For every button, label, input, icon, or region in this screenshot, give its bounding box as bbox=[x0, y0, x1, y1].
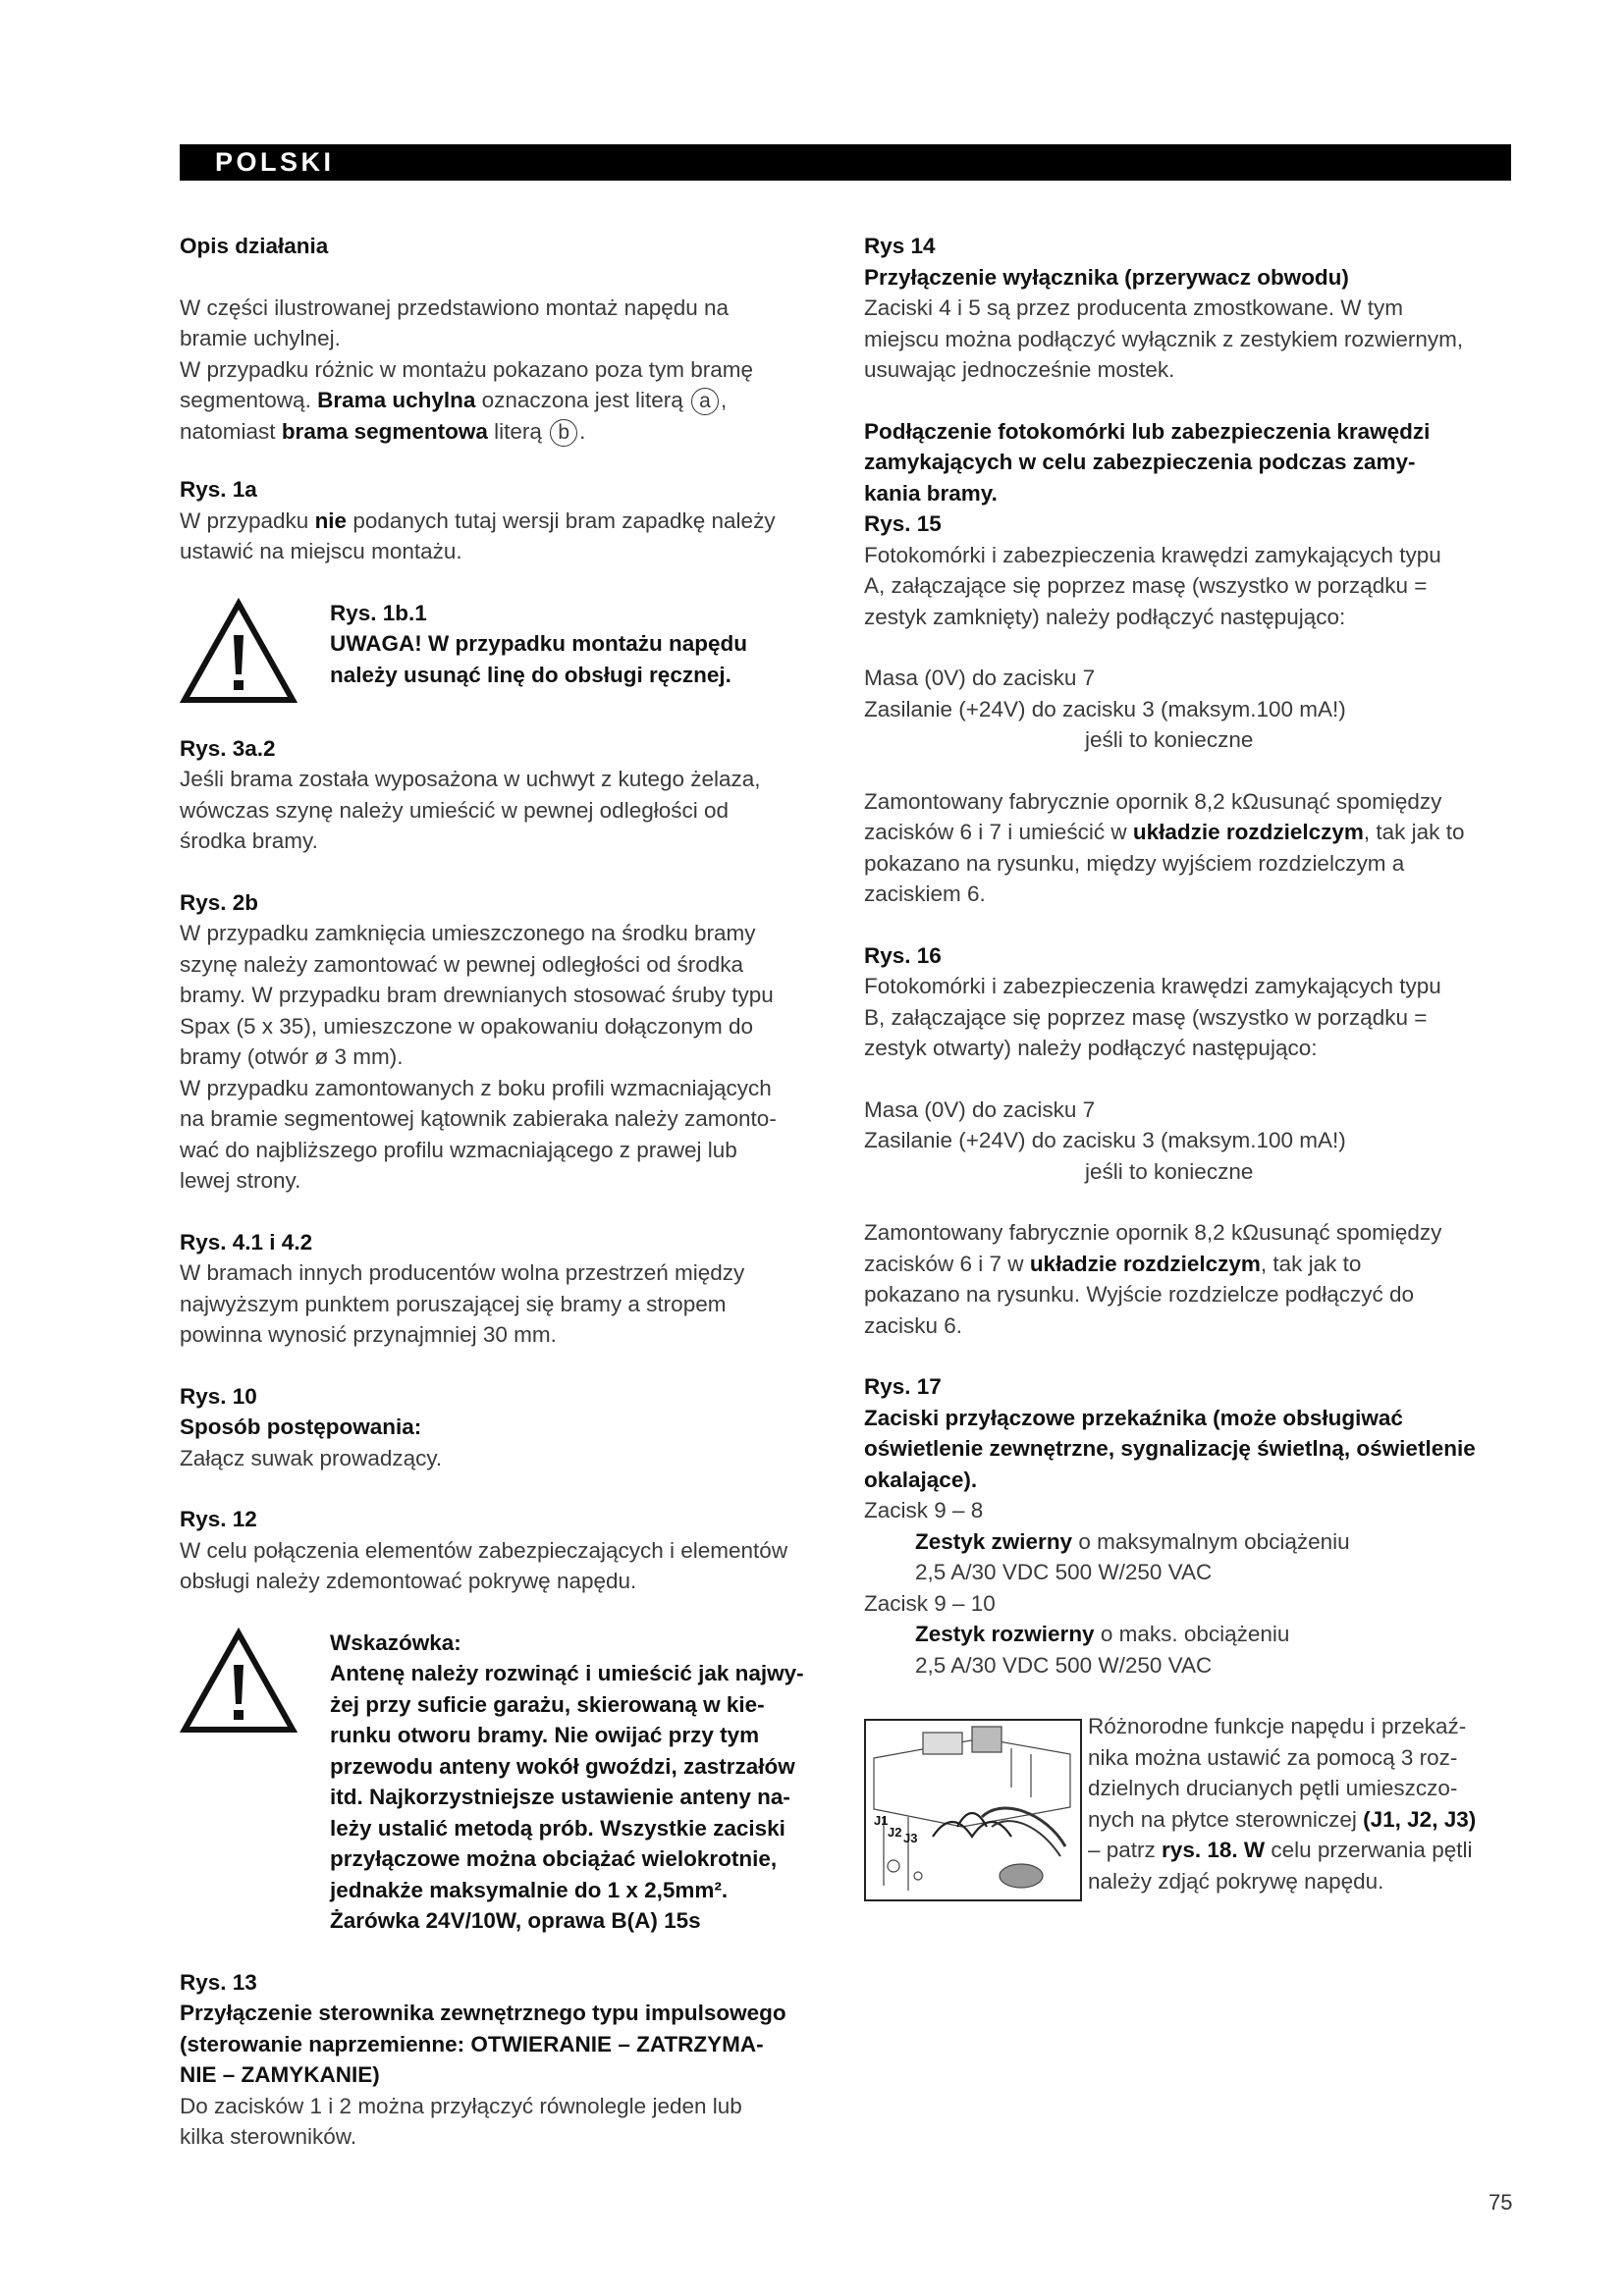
bold-run: (J1, J2, J3) bbox=[1363, 1806, 1477, 1832]
text-line: kilka sterowników. bbox=[180, 2124, 357, 2149]
text-line: Zacisk 9 – 8 bbox=[864, 1498, 984, 1522]
section-title: Wskazówka: bbox=[330, 1629, 461, 1655]
section-rys1a bbox=[180, 474, 808, 567]
text-line: dzielnych drucianych pętli umieszczo- bbox=[1088, 1776, 1458, 1800]
text-line: zaciskiem 6. bbox=[864, 881, 986, 906]
section-subtitle: Sposób postępowania: bbox=[180, 1415, 422, 1439]
jumper-label-j2: J2 bbox=[888, 1825, 902, 1840]
jumper-label-j3: J3 bbox=[903, 1831, 918, 1845]
text-line: pokazano na rysunku. Wyjście rozdzielcze podłączyć do bbox=[864, 1282, 1415, 1307]
text-line bbox=[1088, 1835, 1520, 1866]
bold-run: nie bbox=[314, 507, 348, 533]
text-line: jeśli to konieczne bbox=[1085, 727, 1254, 752]
section-title: Rys. 12 bbox=[180, 1507, 257, 1531]
text-line: Różnorodne funkcje napędu i przekaź- bbox=[1088, 1714, 1467, 1738]
text-line: Załącz suwak prowadzący. bbox=[180, 1445, 443, 1470]
text-line: W celu połączenia elementów zabezpieczających i elementów bbox=[180, 1537, 788, 1563]
warning-line: należy usunąć linę do obsługi ręcznej. bbox=[330, 662, 731, 687]
text-run: . bbox=[579, 418, 586, 444]
text-run: zacisków 6 i 7 i umieścić w bbox=[864, 820, 1133, 844]
text-line: należy zdjąć pokrywę napędu. bbox=[1088, 1868, 1384, 1894]
text-run: nych na płytce sterowniczej bbox=[1088, 1806, 1364, 1832]
text-line: Zamontowany fabrycznie opornik 8,2 kΩusunąć spomiędzy bbox=[864, 788, 1442, 814]
text-line: W przypadku zamontowanych z boku profili wzmacniających bbox=[180, 1075, 772, 1100]
language-label: POLSKI bbox=[215, 147, 335, 177]
text-line: zestyk otwarty) należy podłączyć następująco: bbox=[864, 1036, 1318, 1060]
section-title: Rys. 1a bbox=[180, 477, 257, 502]
text-run: , tak jak to bbox=[1363, 820, 1465, 844]
text-line bbox=[864, 817, 1512, 848]
text-line bbox=[180, 416, 808, 448]
text-line: Do zacisków 1 i 2 można przyłączyć równolegle jeden lub bbox=[180, 2093, 742, 2118]
text-line: W przypadku różnic w montażu pokazano poza tym bramę bbox=[180, 356, 754, 382]
section-jumpers bbox=[864, 1711, 1512, 1907]
warning-line: UWAGA! W przypadku montażu napędu bbox=[330, 631, 747, 656]
section-title: Rys. 17 bbox=[864, 1374, 942, 1399]
language-banner bbox=[180, 144, 1511, 181]
section-rys2b bbox=[180, 887, 808, 1197]
text-line: zestyk zamknięty) należy podłączyć następująco: bbox=[864, 604, 1346, 629]
text-line: jeśli to konieczne bbox=[1085, 1158, 1254, 1184]
section-rys41 bbox=[180, 1227, 808, 1351]
section-title: Rys. 15 bbox=[864, 511, 942, 536]
section-rys17 bbox=[864, 1371, 1512, 1681]
note-line: jednakże maksymalnie do 1 x 2,5mm². bbox=[330, 1877, 729, 1902]
text-line: zacisku 6. bbox=[864, 1312, 963, 1338]
text-line: Masa (0V) do zacisku 7 bbox=[864, 666, 1096, 690]
bold-run: Zestyk zwierny bbox=[915, 1528, 1073, 1554]
jumper-description bbox=[1088, 1711, 1520, 1896]
text-run: W przypadku bbox=[180, 507, 315, 533]
note-line: itd. Najkorzystniejsze ustawienie anteny na- bbox=[330, 1785, 790, 1809]
section-opis bbox=[180, 231, 808, 447]
text-line: Fotokomórki i zabezpieczenia krawędzi zamykających typu bbox=[864, 542, 1441, 567]
bold-line: kania bramy. bbox=[864, 480, 998, 506]
text-run: natomiast bbox=[180, 418, 282, 444]
text-line: obsługi należy zdemontować pokrywę napędu. bbox=[180, 1569, 637, 1593]
text-line bbox=[864, 1526, 1512, 1558]
bold-line: Zaciski przyłączowe przekaźnika (może obsługiwać bbox=[864, 1405, 1403, 1430]
text-line bbox=[864, 1619, 1512, 1650]
text-line: bramy. W przypadku bram drewnianych stosować śruby typu bbox=[180, 983, 774, 1007]
text-run: podanych tutaj wersji bram zapadkę należy bbox=[347, 507, 776, 533]
note-line: Żarówka 24V/10W, oprawa B(A) 15s bbox=[330, 1908, 701, 1933]
section-title: Rys. 16 bbox=[864, 942, 942, 968]
text-run: , bbox=[721, 388, 728, 412]
section-fotokomorka bbox=[864, 416, 1512, 509]
text-line: W bramach innych producentów wolna przestrzeń między bbox=[180, 1260, 745, 1285]
bold-line: Podłączenie fotokomórki lub zabezpieczenia krawędzi bbox=[864, 418, 1431, 444]
warning-rys1b1 bbox=[180, 598, 808, 706]
bold-line: (sterowanie naprzemienne: OTWIERANIE – ZATRZYMA- bbox=[180, 2031, 764, 2056]
text-line: 2,5 A/30 VDC 500 W/250 VAC bbox=[915, 1560, 1213, 1584]
text-run: zacisków 6 i 7 w bbox=[864, 1251, 1030, 1276]
note-line: runku otworu bramy. Nie owijać przy tym bbox=[330, 1723, 760, 1747]
note-line: leży ustalić metodą prób. Wszystkie zaciski bbox=[330, 1815, 785, 1841]
bold-run: układzie rozdzielczym bbox=[1132, 820, 1364, 844]
circled-letter-a: a bbox=[691, 388, 719, 415]
text-run: o maksymalnym obciążeniu bbox=[1072, 1528, 1350, 1554]
text-run: celu przerwania pętli bbox=[1265, 1838, 1473, 1862]
section-rys14 bbox=[864, 231, 1512, 386]
text-line: Zaciski 4 i 5 są przez producenta zmostkowane. W tym bbox=[864, 295, 1403, 320]
text-run: , tak jak to bbox=[1260, 1251, 1362, 1276]
text-line bbox=[180, 506, 808, 537]
page-number: 75 bbox=[1489, 2190, 1513, 2215]
bold-line: oświetlenie zewnętrzne, sygnalizację świetlną, oświetlenie bbox=[864, 1436, 1476, 1461]
note-wskazowka bbox=[180, 1628, 808, 1937]
text-line: Jeśli brama została wyposażona w uchwyt z kutego żelaza, bbox=[180, 767, 761, 791]
note-line: żej przy suficie garażu, skierowaną w kie- bbox=[330, 1691, 765, 1717]
text-line: Zasilanie (+24V) do zacisku 3 (maksym.100 mA!) bbox=[864, 1128, 1346, 1152]
section-rys3a2 bbox=[180, 733, 808, 857]
warning-triangle-icon bbox=[180, 598, 298, 706]
section-title: Rys 14 bbox=[864, 234, 936, 258]
jumper-board-illustration bbox=[864, 1719, 1082, 1901]
section-title: Rys. 10 bbox=[180, 1383, 257, 1409]
section-title: Rys. 1b.1 bbox=[330, 600, 427, 625]
bold-line: zamykających w celu zabezpieczenia podczas zamy- bbox=[864, 450, 1416, 474]
text-line: pokazano na rysunku, między wyjściem rozdzielczym a bbox=[864, 850, 1405, 876]
text-line: Zasilanie (+24V) do zacisku 3 (maksym.100 mA!) bbox=[864, 696, 1346, 721]
text-line bbox=[1088, 1804, 1520, 1836]
text-line: Zamontowany fabrycznie opornik 8,2 kΩusunąć spomiędzy bbox=[864, 1220, 1442, 1245]
text-line: miejscu można podłączyć wyłącznik z zestykiem rozwiernym, bbox=[864, 326, 1464, 351]
note-line: Antenę należy rozwinąć i umieścić jak najwy- bbox=[330, 1661, 804, 1685]
text-run: segmentową. bbox=[180, 388, 318, 412]
text-line: wówczas szynę należy umieścić w pewnej odległości od bbox=[180, 797, 730, 823]
section-title: Rys. 2b bbox=[180, 889, 259, 915]
bold-run: Brama uchylna bbox=[317, 388, 476, 412]
text-run: o maks. obciążeniu bbox=[1094, 1622, 1290, 1646]
text-line: B, załączające się poprzez masę (wszystko w porządku = bbox=[864, 1004, 1428, 1030]
text-run: oznaczona jest literą bbox=[475, 388, 690, 412]
text-line: ustawić na miejscu montażu. bbox=[180, 539, 462, 563]
note-line: przewodu anteny wokół gwoździ, zastrzałów bbox=[330, 1753, 795, 1779]
text-line: usuwając jednocześnie mostek. bbox=[864, 357, 1175, 382]
section-subtitle: Przyłączenie wyłącznika (przerywacz obwodu) bbox=[864, 264, 1349, 290]
right-column bbox=[864, 231, 1512, 1907]
bold-run: brama segmentowa bbox=[281, 418, 488, 444]
text-line bbox=[864, 1249, 1512, 1280]
bold-line: okalające). bbox=[864, 1467, 978, 1492]
left-column bbox=[180, 231, 808, 2153]
text-line: powinna wynosić przynajmniej 30 mm. bbox=[180, 1322, 557, 1347]
text-line: Masa (0V) do zacisku 7 bbox=[864, 1096, 1096, 1122]
bold-run: układzie rozdzielczym bbox=[1029, 1251, 1261, 1276]
section-title: Opis działania bbox=[180, 234, 329, 258]
text-line: Spax (5 x 35), umieszczone w opakowaniu dołączonym do bbox=[180, 1013, 754, 1039]
jumper-label-j1: J1 bbox=[874, 1813, 889, 1828]
note-line: przyłączowe można obciążać wielokrotnie, bbox=[330, 1846, 778, 1871]
text-line: W przypadku zamknięcia umieszczonego na środku bramy bbox=[180, 921, 756, 945]
section-rys12 bbox=[180, 1504, 808, 1597]
text-line: W części ilustrowanej przedstawiono montaż napędu na bbox=[180, 294, 730, 320]
text-line: A, załączające się poprzez masę (wszystko w porządku = bbox=[864, 573, 1428, 598]
section-title: Rys. 4.1 i 4.2 bbox=[180, 1229, 313, 1255]
text-line: Zacisk 9 – 10 bbox=[864, 1590, 996, 1616]
text-line: wać do najbliższego profilu wzmacniającego z prawej lub bbox=[180, 1137, 737, 1162]
text-line: 2,5 A/30 VDC 500 W/250 VAC bbox=[915, 1652, 1213, 1678]
text-line: Fotokomórki i zabezpieczenia krawędzi zamykających typu bbox=[864, 974, 1441, 998]
bold-run: rys. 18. W bbox=[1162, 1838, 1266, 1862]
text-line: nika można ustawić za pomocą 3 roz- bbox=[1088, 1744, 1458, 1770]
text-line: lewej strony. bbox=[180, 1168, 301, 1193]
section-rys15 bbox=[864, 508, 1512, 910]
text-line: środka bramy. bbox=[180, 828, 318, 853]
text-run: – patrz bbox=[1088, 1838, 1163, 1862]
bold-line: Przyłączenie sterownika zewnętrznego typu impulsowego bbox=[180, 2001, 786, 2025]
text-line: bramie uchylnej. bbox=[180, 326, 341, 350]
text-line: bramy (otwór ø 3 mm). bbox=[180, 1044, 404, 1069]
warning-triangle-icon bbox=[180, 1628, 298, 1735]
section-title: Rys. 13 bbox=[180, 1969, 257, 1995]
text-line: szynę należy zamontować w pewnej odległości od środka bbox=[180, 951, 744, 977]
section-rys13 bbox=[180, 1967, 808, 2153]
text-line bbox=[180, 385, 808, 416]
section-title: Rys. 3a.2 bbox=[180, 735, 276, 761]
text-line: najwyższym punktem poruszającej się bramy a stropem bbox=[180, 1291, 727, 1316]
text-line: na bramie segmentowej kątownik zabieraka należy zamonto- bbox=[180, 1106, 777, 1131]
circled-letter-b: b bbox=[550, 419, 577, 447]
text-run: literą bbox=[487, 418, 549, 444]
bold-run: Zestyk rozwierny bbox=[915, 1622, 1095, 1646]
bold-line: NIE – ZAMYKANIE) bbox=[180, 2062, 380, 2087]
section-rys10 bbox=[180, 1381, 808, 1474]
section-rys16 bbox=[864, 940, 1512, 1342]
